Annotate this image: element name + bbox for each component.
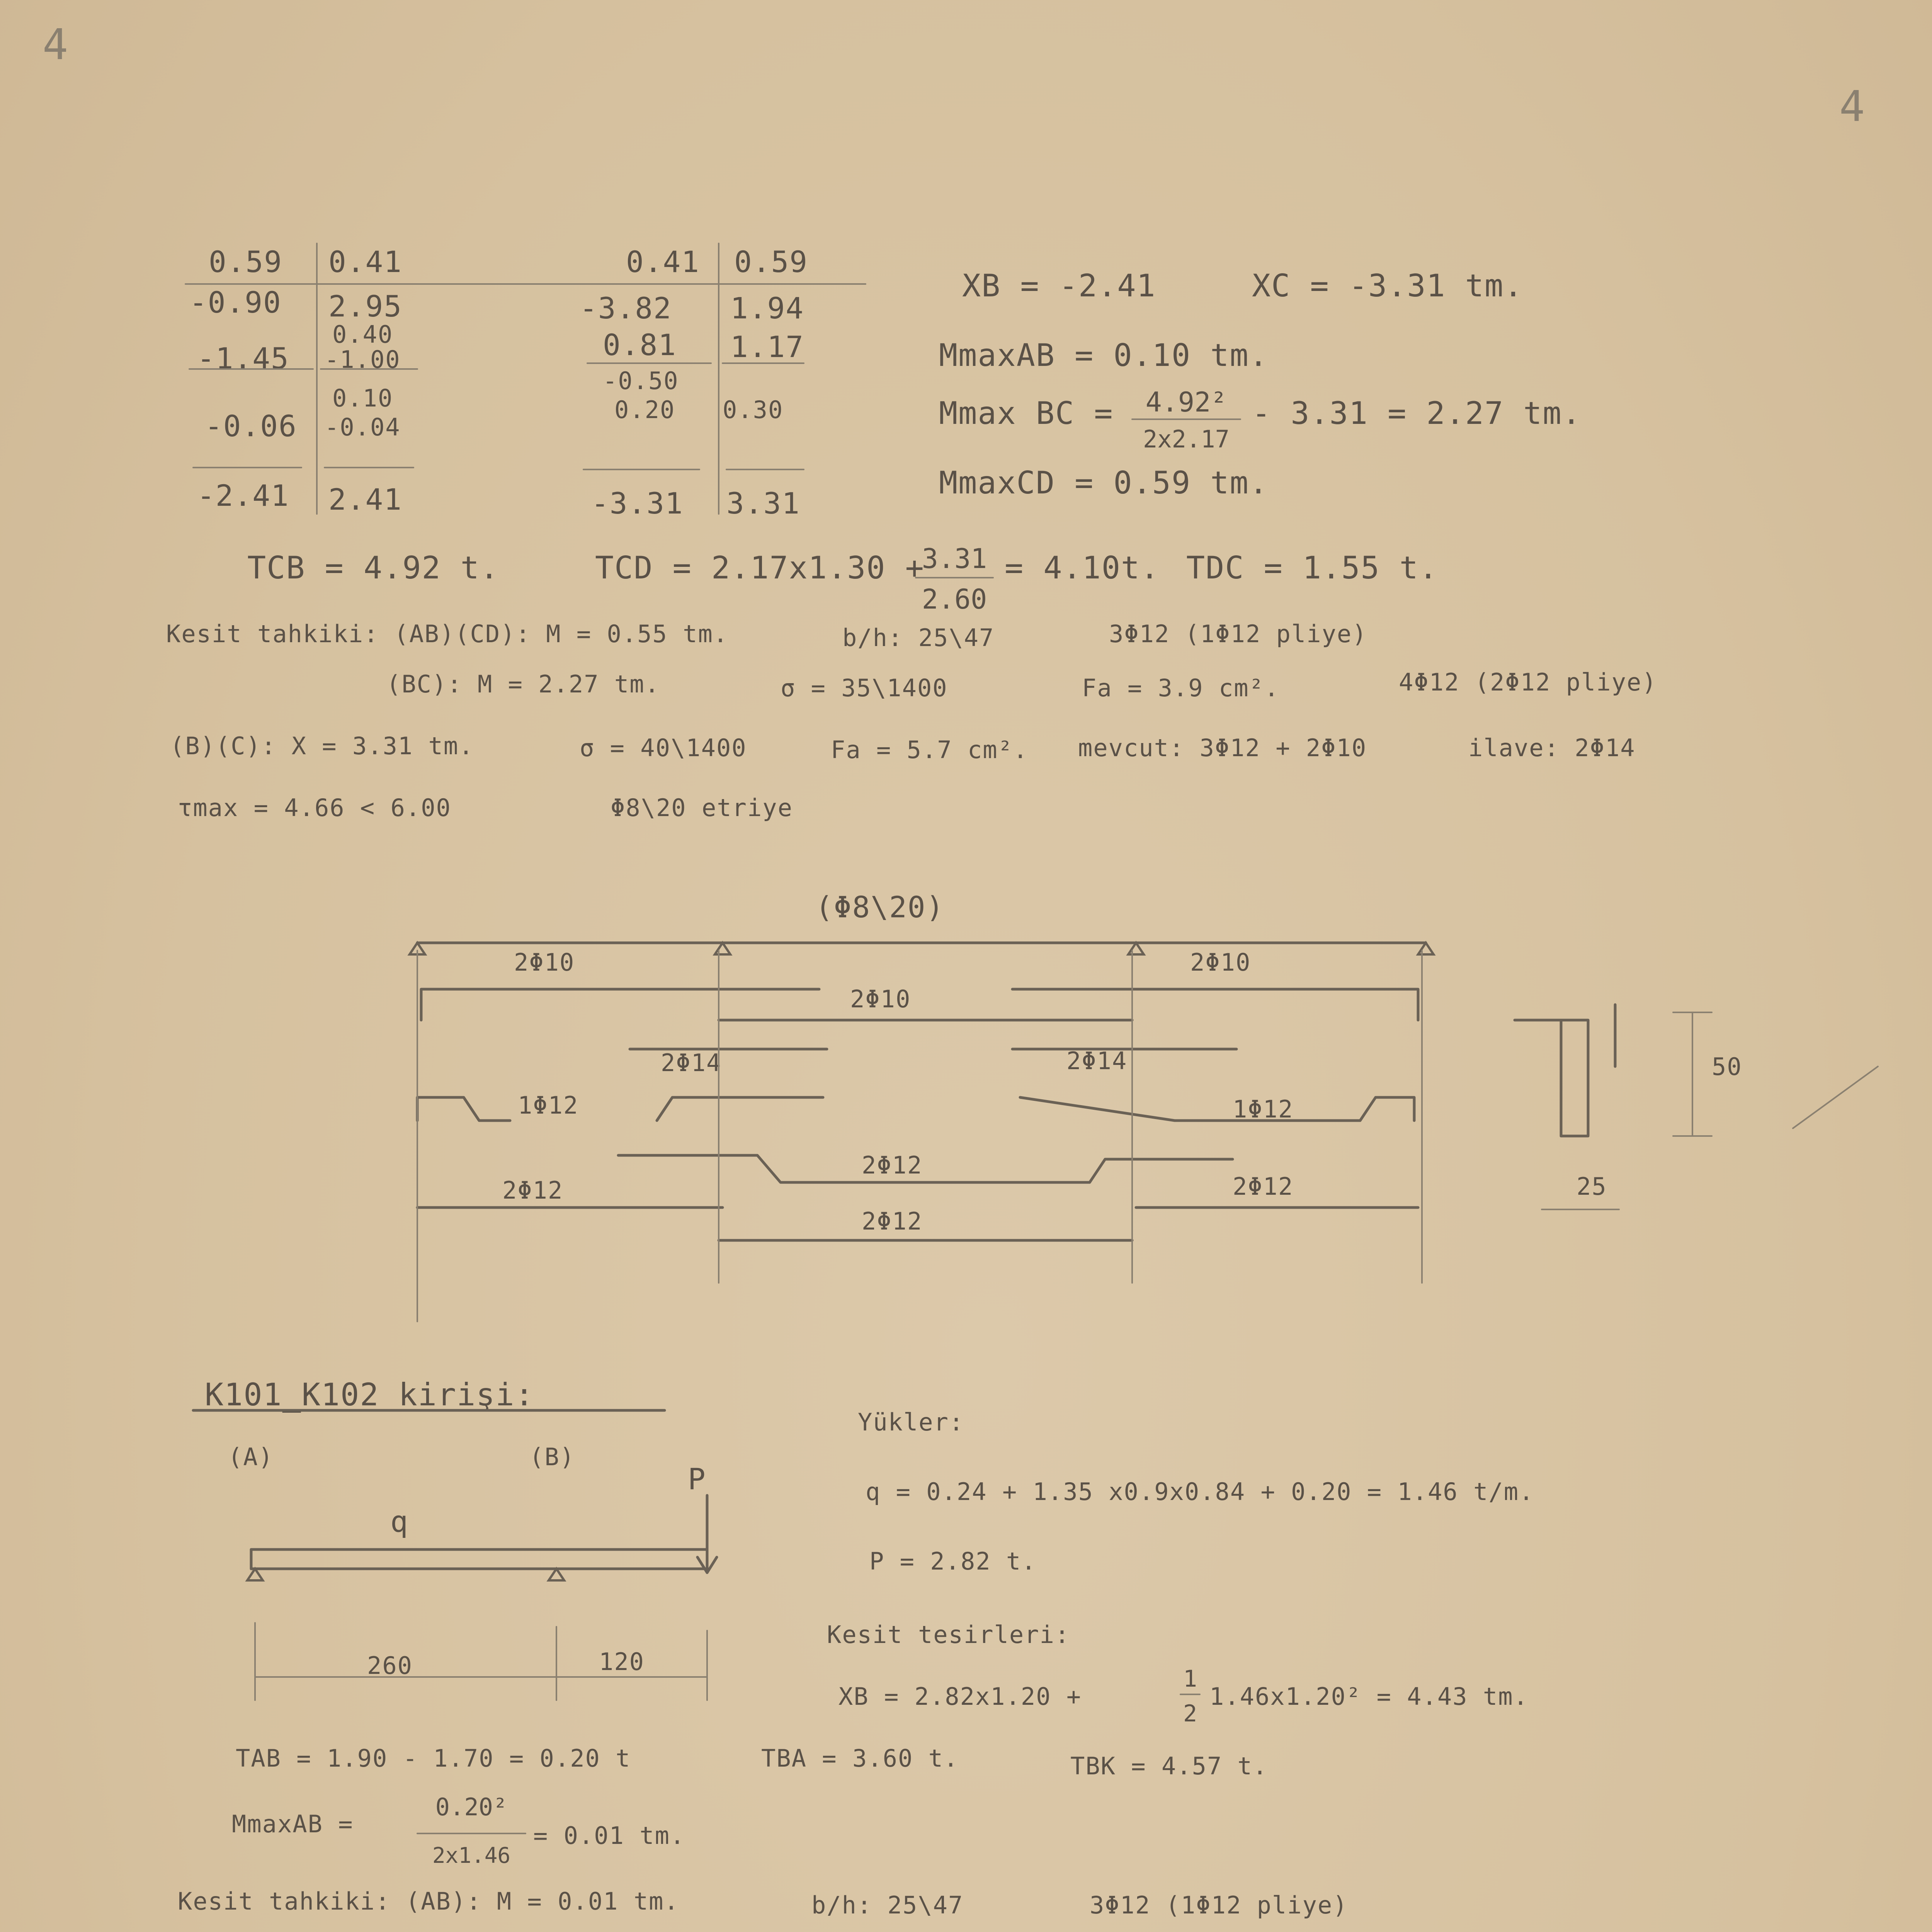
- section1-line2-b: σ = 35\1400: [781, 674, 948, 702]
- drawing1-bar-label: 2Φ12: [1233, 1172, 1294, 1201]
- table-left-cell: -0.06: [205, 409, 297, 443]
- table-left-cell: -1.00: [325, 345, 401, 374]
- table-right-cell: -3.82: [580, 291, 672, 325]
- beam2-load-p: P: [688, 1462, 706, 1496]
- table-right-cell: 0.30: [723, 396, 784, 424]
- drawing1-bar-label: 2Φ10: [1190, 948, 1251, 976]
- beam2-mmax-label: MmaxAB =: [232, 1810, 354, 1838]
- shear-tcd-numerator: 3.31: [922, 543, 987, 575]
- table-right-cell: 1.17: [730, 330, 804, 364]
- check-mark-icon: [1793, 1066, 1878, 1128]
- moment-mmax-ab: MmaxAB = 0.10 tm.: [939, 337, 1269, 373]
- moment-xc: XC = -3.31 tm.: [1252, 268, 1524, 304]
- drawing1-bar-label: 2Φ12: [862, 1207, 923, 1235]
- section2-line1-a: Kesit tahkiki: (AB): M = 0.01 tm.: [178, 1887, 679, 1915]
- table-right-cell: -0.50: [603, 367, 679, 395]
- drawing1-section-width: 25: [1577, 1172, 1607, 1201]
- beam2-xb-label: XB = 2.82x1.20 +: [838, 1682, 1082, 1711]
- beam2-loads-title: Yükler:: [858, 1408, 964, 1436]
- table-right-cell: 1.94: [730, 291, 804, 325]
- drawing1-bar-label: 2Φ14: [661, 1049, 722, 1077]
- shear-tdc: TDC = 1.55 t.: [1186, 550, 1439, 586]
- support-icon: [1418, 943, 1434, 954]
- rebar-1phi12-left-bent: [657, 1097, 823, 1121]
- section1-line3-b: σ = 40\1400: [580, 734, 747, 762]
- rebar-2phi10-left: [421, 989, 819, 1020]
- table-left-cell: 0.10: [332, 384, 393, 412]
- table-right-total: 3.31: [726, 486, 801, 520]
- section1-line1-c: 3Φ12 (1Φ12 pliye): [1109, 620, 1367, 648]
- support-icon: [247, 1569, 263, 1580]
- moment-mmax-bc-result: - 3.31 = 2.27 tm.: [1252, 395, 1582, 431]
- beam2-span-dimension: 260: [367, 1651, 413, 1680]
- moment-mmax-bc-label: Mmax BC =: [939, 395, 1114, 431]
- section1-line1-a: Kesit tahkiki: (AB)(CD): M = 0.55 tm.: [166, 620, 729, 648]
- support-icon: [1128, 943, 1144, 954]
- table-left-header-2: 0.41: [328, 245, 403, 279]
- drawing1-bar-label: 1Φ12: [518, 1091, 579, 1119]
- table-left-total: 2.41: [328, 482, 403, 517]
- beam2-shear-tab: TAB = 1.90 - 1.70 = 0.20 t: [236, 1744, 631, 1772]
- drawing1-section: [1515, 1020, 1588, 1136]
- table-left-cell: 2.95: [328, 289, 403, 323]
- beam2-xb-result: 1.46x1.20² = 4.43 tm.: [1209, 1682, 1529, 1711]
- beam2-support-b: (B): [529, 1443, 575, 1471]
- shear-tcb: TCB = 4.92 t.: [247, 550, 500, 586]
- table-right-header-2: 0.59: [734, 245, 808, 279]
- moment-mmax-bc-numerator: 4.92²: [1145, 386, 1227, 418]
- drawing1-bar-label: 2Φ10: [514, 948, 575, 976]
- page-number-left: 4: [43, 20, 69, 69]
- section1-line3-e: ilave: 2Φ14: [1468, 734, 1636, 762]
- table-left-cell: -0.90: [189, 285, 282, 320]
- section2-line1-b: b/h: 25\47: [811, 1891, 964, 1919]
- table-right-cell: 0.20: [614, 396, 675, 424]
- drawing1-stirrup-label: (Φ8\20): [815, 890, 945, 924]
- beam2-shear-tbk: TBK = 4.57 t.: [1070, 1752, 1268, 1780]
- rebar-1phi12-left: [417, 1097, 510, 1121]
- shear-tcd-label: TCD = 2.17x1.30 +: [595, 550, 925, 586]
- section1-line3-c: Fa = 5.7 cm².: [831, 736, 1029, 764]
- table-left-cell: -0.04: [325, 413, 401, 441]
- beam2-mmax-den: 2x1.46: [432, 1843, 511, 1868]
- beam2-xb-half-den: 2: [1183, 1700, 1197, 1727]
- beam2-support-a: (A): [228, 1443, 274, 1471]
- beam2-q-equation: q = 0.24 + 1.35 x0.9x0.84 + 0.20 = 1.46 t/m.: [866, 1478, 1534, 1506]
- page-number-right: 4: [1839, 82, 1866, 131]
- beam2-p-equation: P = 2.82 t.: [869, 1547, 1037, 1575]
- beam2-mmax-num: 0.20²: [435, 1793, 508, 1821]
- section1-line2-a: (BC): M = 2.27 tm.: [386, 670, 660, 698]
- section1-line3-a: (B)(C): X = 3.31 tm.: [170, 732, 474, 760]
- beam2-load-q: q: [390, 1504, 409, 1539]
- moment-mmax-bc-denominator: 2x2.17: [1143, 425, 1230, 453]
- section1-line4-b: Φ8\20 etriye: [611, 794, 793, 822]
- section1-line2-c: Fa = 3.9 cm².: [1082, 674, 1280, 702]
- section1-line3-d: mevcut: 3Φ12 + 2Φ10: [1078, 734, 1367, 762]
- table-right-cell: 0.81: [603, 328, 677, 362]
- table-left-total: -2.41: [197, 478, 289, 513]
- shear-tcd-denominator: 2.60: [922, 583, 987, 615]
- rebar-2phi12-bent: [618, 1151, 1233, 1182]
- rebar-1phi12-right: [1020, 1097, 1414, 1121]
- table-left-header-1: 0.59: [209, 245, 283, 279]
- table-left-cell: 0.40: [332, 320, 393, 349]
- table-right-header-1: 0.41: [626, 245, 700, 279]
- section1-line4-a: τmax = 4.66 < 6.00: [178, 794, 451, 822]
- beam2-cantilever-dimension: 120: [599, 1648, 645, 1676]
- beam2-shear-tba: TBA = 3.60 t.: [761, 1744, 959, 1772]
- drawing1-bar-label: 2Φ12: [502, 1176, 563, 1204]
- beam2-forces-title: Kesit tesirleri:: [827, 1621, 1070, 1649]
- beam2-xb-half-num: 1: [1183, 1665, 1197, 1692]
- rebar-2phi10-right: [1012, 989, 1418, 1020]
- support-icon: [715, 943, 730, 954]
- table-left-cell: -1.45: [197, 341, 289, 376]
- moment-mmax-cd: MmaxCD = 0.59 tm.: [939, 465, 1269, 501]
- table-right-total: -3.31: [591, 486, 684, 520]
- support-icon: [549, 1569, 564, 1580]
- drawing1-bar-label: 2Φ14: [1066, 1047, 1128, 1075]
- drawing1-bar-label: 2Φ10: [850, 985, 911, 1013]
- section1-line1-b: b/h: 25\47: [842, 624, 995, 652]
- beam2-title: K101_K102 kirişi:: [205, 1377, 534, 1413]
- drawing1-bar-label: 2Φ12: [862, 1151, 923, 1179]
- section1-line2-d: 4Φ12 (2Φ12 pliye): [1399, 668, 1657, 696]
- drawing1-bar-label: 1Φ12: [1233, 1095, 1294, 1123]
- drawing1-section-height: 50: [1712, 1053, 1742, 1081]
- section2-line1-c: 3Φ12 (1Φ12 pliye): [1090, 1891, 1348, 1919]
- beam2-mmax-result: = 0.01 tm.: [533, 1821, 685, 1850]
- shear-tcd-result: = 4.10t.: [1005, 550, 1160, 586]
- moment-xb: XB = -2.41: [962, 268, 1156, 304]
